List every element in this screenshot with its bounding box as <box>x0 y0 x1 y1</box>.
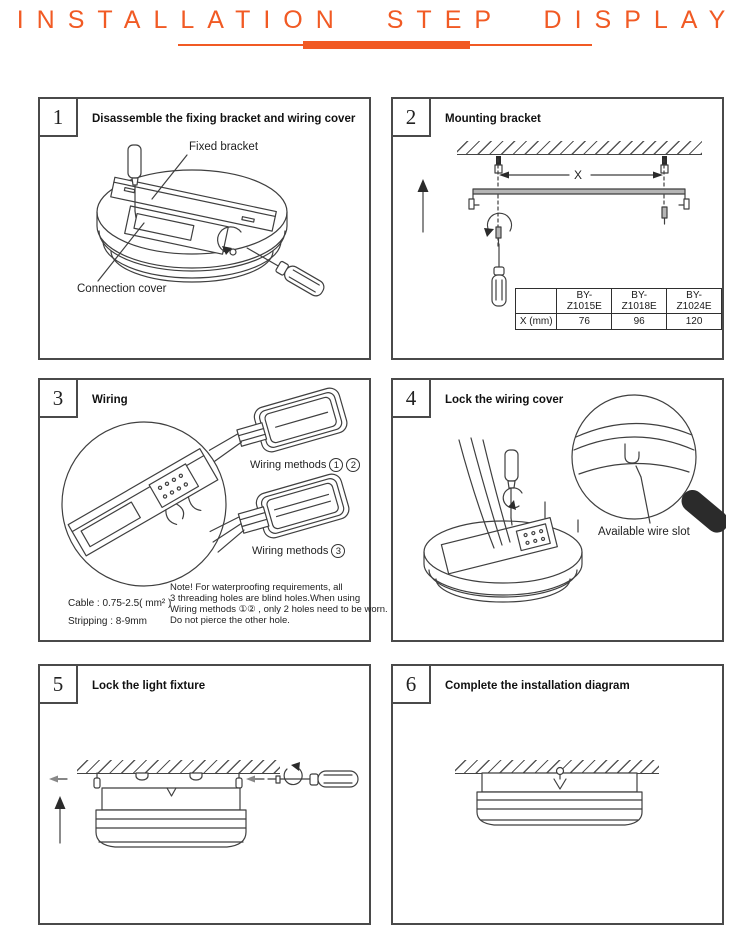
label-connection-cover: Connection cover <box>77 283 167 295</box>
table-header-row <box>516 289 722 314</box>
note-line: Note! For waterproofing requirements, all <box>170 582 343 593</box>
table-cell: 96 <box>612 314 667 330</box>
step-title-2: Mounting bracket <box>445 113 541 125</box>
wiring-methods-12-label <box>250 458 360 472</box>
page-title: INSTALLATION STEP DISPLAY <box>16 6 739 34</box>
stripping-spec: Stripping : 8-9mm <box>68 616 147 627</box>
dimension-x-label: X <box>574 168 583 182</box>
step-number-6 <box>391 664 431 704</box>
panel-step-5 <box>38 664 371 925</box>
note-line: Do not pierce the other hole. <box>170 615 290 626</box>
step-number-text: 4 <box>405 385 417 410</box>
step-title-5: Lock the light fixture <box>92 680 206 692</box>
note-line: Wiring methods ①② , only 2 holes need to be worn. <box>170 604 388 615</box>
disassemble-illustration <box>40 99 373 362</box>
step-number-1 <box>38 97 78 137</box>
step-title-3: Wiring <box>92 394 128 406</box>
bracket-distance-table <box>515 288 722 330</box>
table-header-cell: BY-Z1024E <box>667 289 722 314</box>
step-number-4 <box>391 378 431 418</box>
table-header-cell: BY-Z1015E <box>557 289 612 314</box>
table-data-row <box>516 314 722 330</box>
table-cell: X (mm) <box>516 314 557 330</box>
lock-fixture-illustration <box>40 666 373 927</box>
step-number-2 <box>391 97 431 137</box>
panel-step-1 <box>38 97 371 360</box>
title-divider-bar <box>303 41 470 49</box>
label-fixed-bracket: Fixed bracket <box>189 141 259 153</box>
completed-installation-illustration <box>393 666 726 927</box>
step-number-5 <box>38 664 78 704</box>
step-number-text: 3 <box>52 385 64 410</box>
wiring-methods-text: Wiring methods <box>250 459 327 471</box>
wiring-methods-3-label <box>252 544 345 558</box>
step-number-text: 6 <box>405 671 417 696</box>
cable-spec: Cable : 0.75-2.5( mm² ) <box>68 598 172 609</box>
step-title-6: Complete the installation diagram <box>445 680 630 692</box>
waterproofing-note <box>170 582 388 626</box>
wiring-methods-text: Wiring methods <box>252 545 329 557</box>
panel-step-6 <box>391 664 724 925</box>
circled-3-icon: 3 <box>331 544 345 558</box>
step-title-4: Lock the wiring cover <box>445 394 564 406</box>
lock-wiring-cover-illustration <box>393 380 726 644</box>
step-number-text: 2 <box>405 104 417 129</box>
step-title-1: Disassemble the fixing bracket and wiring cover <box>92 113 356 125</box>
step-number-text: 1 <box>52 104 64 129</box>
label-available-wire-slot: Available wire slot <box>598 526 690 538</box>
circled-2-icon: 2 <box>346 458 360 472</box>
panel-step-3 <box>38 378 388 642</box>
step-number-text: 5 <box>52 671 64 696</box>
table-header-cell <box>516 289 557 314</box>
panel-step-2 <box>391 97 724 360</box>
title-divider <box>178 44 592 46</box>
circled-1-icon: 1 <box>329 458 343 472</box>
panel-step-4 <box>391 378 724 642</box>
note-line: 3 threading holes are blind holes.When using <box>170 593 361 604</box>
table-header-cell: BY-Z1018E <box>612 289 667 314</box>
step-number-3 <box>38 378 78 418</box>
table-cell: 120 <box>667 314 722 330</box>
table-cell: 76 <box>557 314 612 330</box>
